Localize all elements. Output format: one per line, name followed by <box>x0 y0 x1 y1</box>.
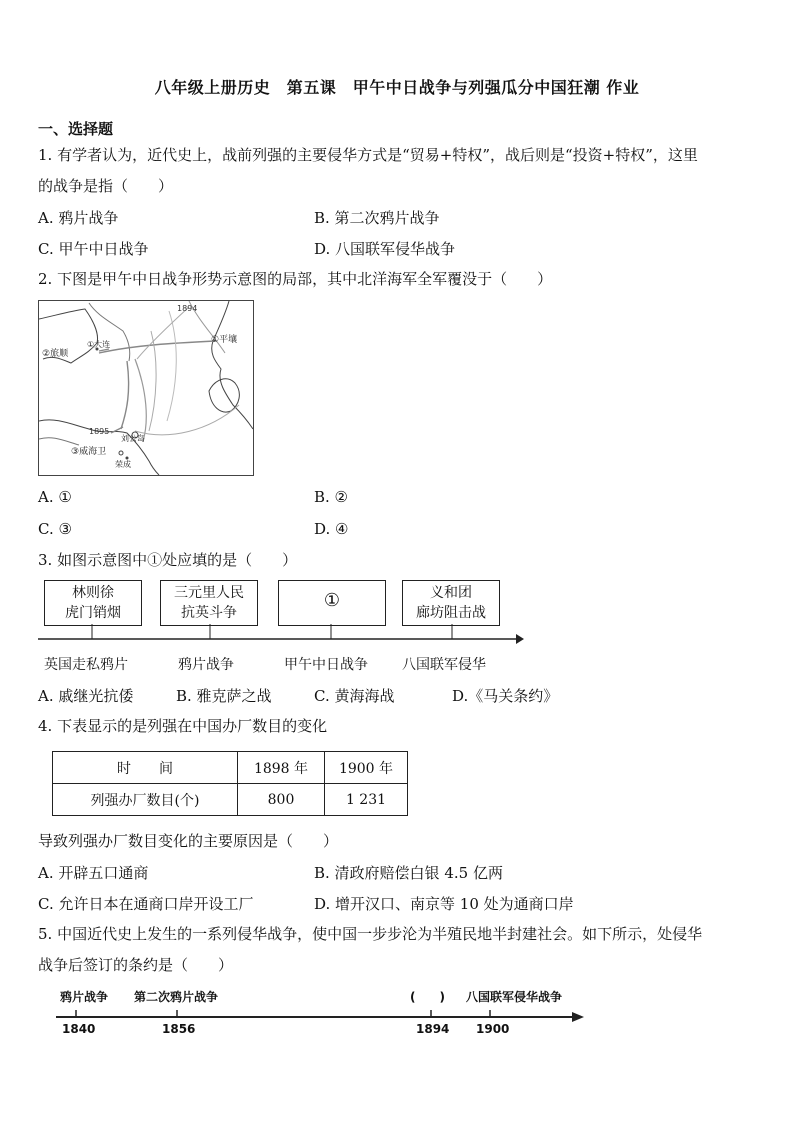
q5-stem-line1: 5. 中国近代史上发生的一系列侵华战争，使中国一步步沦为半殖民地半封建社会。如下所示，处侵华 <box>38 925 703 943</box>
q4-question: 导致列强办厂数目变化的主要原因是（ ） <box>38 832 339 850</box>
map-label-weihaiwei: ③威海卫 <box>71 447 107 457</box>
timeline-box-sanyuanli <box>160 580 258 626</box>
q1-option-a[interactable]: A. 鸦片战争 <box>38 209 119 227</box>
q1-option-d[interactable]: D. 八国联军侵华战争 <box>314 240 456 258</box>
q2-option-b[interactable]: B. ② <box>314 488 349 506</box>
q1-stem-line2: 的战争是指（ ） <box>38 177 174 195</box>
box-line-2: 抗英斗争 <box>181 605 237 621</box>
q5-stem-line2: 战争后签订的条约是（ ） <box>38 956 234 974</box>
q4-stem: 4. 下表显示的是列强在中国办厂数目的变化 <box>38 717 328 735</box>
timeline-box-boxers <box>402 580 500 626</box>
map-label-dalian: ①大连 <box>87 340 111 349</box>
timeline-event-opium-smuggling: 英国走私鸦片 <box>44 657 128 673</box>
table-row <box>53 784 408 816</box>
factory-count-table <box>52 751 408 816</box>
q3-timeline-axis <box>38 624 524 648</box>
table-row-label: 列强办厂数目(个) <box>53 784 238 816</box>
q3-stem: 3. 如图示意图中①处应填的是（ ） <box>38 551 298 569</box>
timeline-event-sino-japanese-war: 甲午中日战争 <box>284 657 368 673</box>
table-header-time: 时 间 <box>53 752 238 784</box>
q4-option-c[interactable]: C. 允许日本在通商口岸开设工厂 <box>38 895 254 913</box>
box-line-2: 廊坊阻击战 <box>416 605 486 621</box>
q5-year-1840: 1840 <box>62 1022 96 1036</box>
map-year-1895: 1895 <box>89 427 110 436</box>
q3-option-a[interactable]: A. 戚继光抗倭 <box>38 687 134 705</box>
q3-option-c[interactable]: C. 黄海海战 <box>314 687 395 705</box>
q1-option-b[interactable]: B. 第二次鸦片战争 <box>314 209 440 227</box>
q5-event-second-opium-war: 第二次鸦片战争 <box>134 990 219 1004</box>
q4-option-a[interactable]: A. 开辟五口通商 <box>38 864 149 882</box>
table-cell-1898: 800 <box>238 784 325 816</box>
q3-option-b[interactable]: B. 雅克萨之战 <box>176 687 272 705</box>
table-header-1898: 1898 年 <box>238 752 325 784</box>
table-header-row <box>53 752 408 784</box>
table-header-1900: 1900 年 <box>325 752 408 784</box>
q2-option-d[interactable]: D. ④ <box>314 520 349 538</box>
box-line-1: 义和团 <box>430 585 472 601</box>
map-label-liugong-island: 刘公岛 <box>121 434 145 443</box>
timeline-box-blank <box>278 580 386 626</box>
box-line-2: 虎门销烟 <box>65 605 121 621</box>
q4-option-b[interactable]: B. 清政府赔偿白银 4.5 亿两 <box>314 864 503 882</box>
table-cell-1900: 1 231 <box>325 784 408 816</box>
q5-year-1900: 1900 <box>476 1022 510 1036</box>
q5-year-1856: 1856 <box>162 1022 196 1036</box>
box-line-1: 林则徐 <box>72 585 114 601</box>
q1-option-c[interactable]: C. 甲午中日战争 <box>38 240 149 258</box>
box-line-1: 三元里人民 <box>174 585 244 601</box>
q2-stem: 2. 下图是甲午中日战争形势示意图的局部，其中北洋海军全军覆没于（ ） <box>38 270 553 288</box>
q4-option-d[interactable]: D. 增开汉口、南京等 10 处为通商口岸 <box>314 895 574 913</box>
page-title: 八年级上册历史 第五课 甲午中日战争与列强瓜分中国狂潮 作业 <box>154 78 640 97</box>
timeline-box-humen <box>44 580 142 626</box>
map-year-1894: 1894 <box>177 304 198 313</box>
q2-option-c[interactable]: C. ③ <box>38 520 72 538</box>
war-situation-map <box>38 300 254 476</box>
map-label-pyongyang: ①平壤 <box>211 335 238 345</box>
section-heading: 一、选择题 <box>38 120 114 138</box>
map-label-rongcheng: 荣成 <box>115 460 131 469</box>
timeline-event-opium-war: 鸦片战争 <box>178 657 234 673</box>
q5-event-eight-nation: 八国联军侵华战争 <box>466 990 563 1004</box>
map-label-lushun: ②旅顺 <box>42 349 69 359</box>
timeline-event-eight-nation: 八国联军侵华 <box>402 657 486 673</box>
q5-year-1894: 1894 <box>416 1022 450 1036</box>
q5-event-opium-war: 鸦片战争 <box>60 990 109 1004</box>
q2-option-a[interactable]: A. ① <box>38 488 72 506</box>
q1-stem-line1: 1. 有学者认为，近代史上，战前列强的主要侵华方式是“贸易+特权”，战后则是“投资+特权”，这里 <box>38 146 698 164</box>
q3-option-d[interactable]: D.《马关条约》 <box>452 687 559 705</box>
box-circled-one: ① <box>323 590 341 611</box>
q5-event-blank: ( ) <box>410 990 445 1004</box>
